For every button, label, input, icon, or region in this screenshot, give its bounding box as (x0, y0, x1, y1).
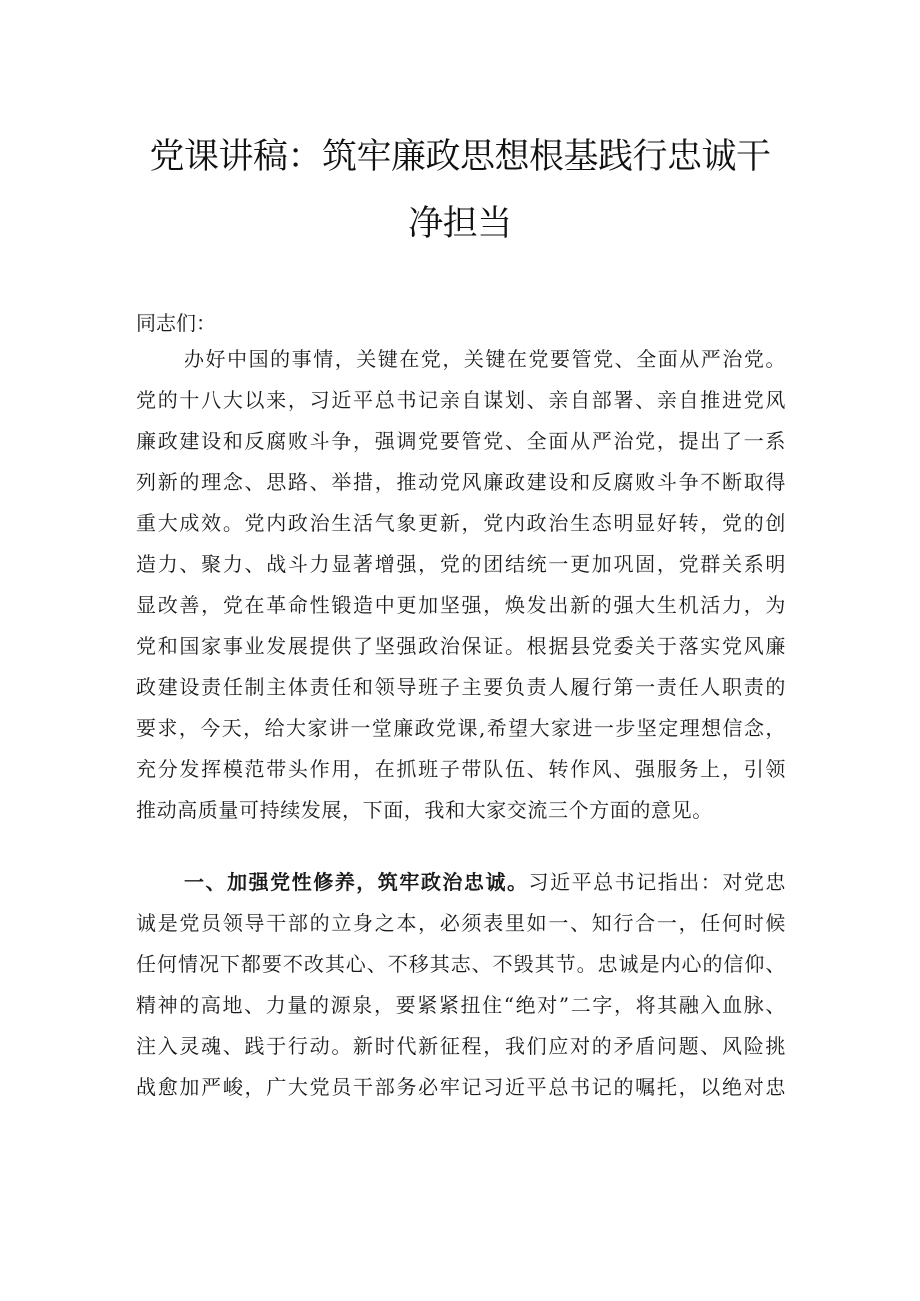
paragraph-line: 诚是党员领导干部的立身之本，必须表里如一、知行合一，任何时候 (136, 911, 786, 935)
paragraph-line: 造力、聚力、战斗力显著增强，党的团结统一更加巩固，党群关系明 (136, 552, 786, 576)
paragraph-intro (136, 339, 786, 831)
paragraph-line: 廉政建设和反腐败斗争，强调党要管党、全面从严治党，提出了一系 (136, 429, 786, 453)
paragraph-line: 充分发挥模范带头作用，在抓班子带队伍、转作风、强服务上，引领 (136, 757, 786, 781)
paragraph-line: 注入灵魂、践于行动。新时代新征程，我们应对的矛盾问题、风险挑 (136, 1034, 786, 1058)
paragraph-line: 任何情况下都要不改其心、不移其志、不毁其节。忠诚是内心的信仰、 (136, 952, 786, 976)
paragraph-line: 党的十八大以来，习近平总书记亲自谋划、亲自部署、亲自推进党风 (136, 388, 786, 412)
paragraph-line: 列新的理念、思路、举措，推动党风廉政建设和反腐败斗争不断取得 (136, 470, 786, 494)
paragraph-line: 推动高质量可持续发展，下面，我和大家交流三个方面的意见。 (136, 798, 713, 822)
paragraph-line: 战愈加严峻，广大党员干部务必牢记习近平总书记的嘱托，以绝对忠 (136, 1075, 786, 1099)
section-first-line (136, 862, 786, 903)
paragraph-line: 要求，今天，给大家讲一堂廉政党课,希望大家进一步坚定理想信念， (136, 716, 786, 740)
paragraph-line: 重大成效。党内政治生活气象更新，党内政治生态明显好转，党的创 (136, 511, 786, 535)
section-heading: 一、加强党性修养，筑牢政治忠诚。 (184, 870, 529, 894)
paragraph-line: 办好中国的事情，关键在党，关键在党要管党、全面从严治党。 (184, 347, 786, 371)
paragraph-section-one (136, 862, 786, 1108)
section-first-line-text: 习近平总书记指出：对党忠 (528, 870, 786, 894)
paragraph-line: 政建设责任制主体责任和领导班子主要负责人履行第一责任人职责的 (136, 675, 786, 699)
paragraph-line: 显改善，党在革命性锻造中更加坚强，焕发出新的强大生机活力，为 (136, 593, 786, 617)
document-title-line-2: 净担当 (408, 204, 512, 244)
salutation: 同志们： (136, 311, 216, 335)
paragraph-line: 党和国家事业发展提供了坚强政治保证。根据县党委关于落实党风廉 (136, 634, 786, 658)
paragraph-line: 精神的高地、力量的源泉，要紧紧扭住“绝对”二字，将其融入血脉、 (136, 993, 786, 1017)
document-title-line-1: 党课讲稿：筑牢廉政思想根基践行忠诚干 (149, 137, 771, 177)
